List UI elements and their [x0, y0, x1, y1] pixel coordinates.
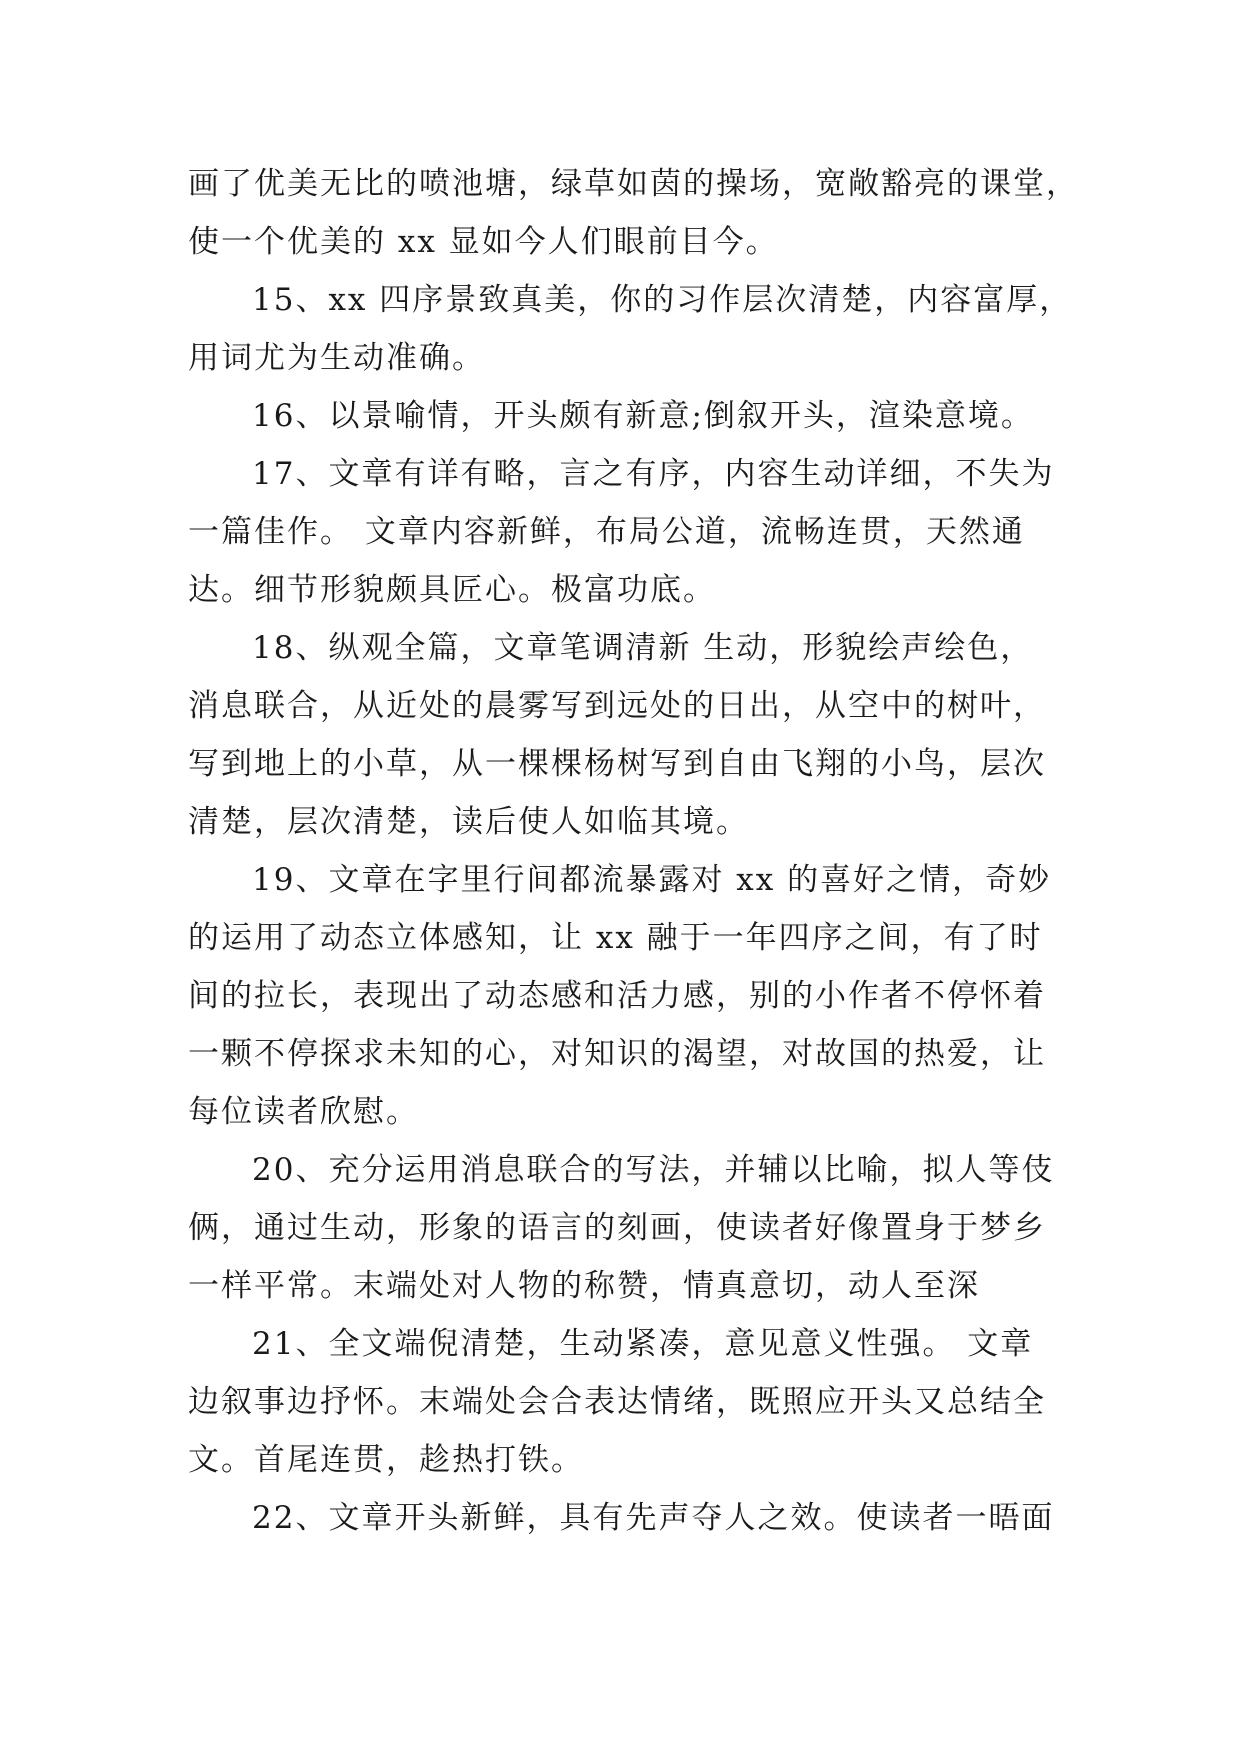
text-line: 16、以景喻情，开头颇有新意;倒叙开头，渲染意境。	[252, 398, 1034, 434]
text-line: 用词尤为生动准确。	[188, 340, 485, 376]
text-line: 俩，通过生动，形象的语言的刻画，使读者好像置身于梦乡	[188, 1210, 1046, 1246]
text-line: 边叙事边抒怀。末端处会合表达情绪，既照应开头又总结全	[188, 1384, 1046, 1420]
text-line: 的运用了动态立体感知，让 xx 融于一年四序之间，有了时	[188, 920, 1043, 956]
text-line: 19、文章在字里行间都流暴露对 xx 的喜好之情，奇妙	[252, 862, 1052, 898]
paragraph	[188, 445, 1068, 619]
text-line: 20、充分运用消息联合的写法，并辅以比喻，拟人等伎	[252, 1152, 1055, 1188]
paragraph	[188, 1141, 1068, 1315]
text-line: 清楚，层次清楚，读后使人如临其境。	[188, 804, 749, 840]
text-line: 间的拉长，表现出了动态感和活力感，别的小作者不停怀着	[188, 978, 1046, 1014]
paragraph	[188, 1489, 1068, 1547]
text-line: 一篇佳作。 文章内容新鲜，布局公道，流畅连贯，天然通	[188, 514, 1025, 550]
document-body	[188, 155, 1079, 1547]
text-line: 使一个优美的 xx 显如今人们眼前目今。	[188, 224, 779, 260]
paragraph	[188, 387, 1068, 445]
text-line: 文。首尾连贯，趁热打铁。	[188, 1442, 584, 1478]
paragraph	[188, 619, 1068, 851]
paragraph	[188, 1315, 1068, 1489]
text-line: 消息联合，从近处的晨雾写到远处的日出，从空中的树叶，	[188, 688, 1046, 724]
paragraph	[188, 851, 1068, 1141]
text-line: 21、全文端倪清楚，生动紧凑，意见意义性强。 文章	[252, 1326, 1034, 1362]
paragraph	[188, 155, 1079, 271]
text-line: 18、纵观全篇，文章笔调清新 生动，形貌绘声绘色，	[252, 630, 1034, 666]
text-line: 一颗不停探求未知的心，对知识的渴望，对故国的热爱，让	[188, 1036, 1046, 1072]
text-line: 15、xx 四序景致真美，你的习作层次清楚，内容富厚，	[252, 282, 1073, 318]
text-line: 达。细节形貌颇具匠心。极富功底。	[188, 572, 716, 608]
text-line: 22、文章开头新鲜，具有先声夺人之效。使读者一晤面	[252, 1500, 1055, 1536]
paragraph	[188, 271, 1073, 387]
text-line: 画了优美无比的喷池塘，绿草如茵的操场，宽敞豁亮的课堂，	[188, 166, 1079, 202]
text-line: 17、文章有详有略，言之有序，内容生动详细，不失为	[252, 456, 1055, 492]
text-line: 一样平常。末端处对人物的称赞，情真意切，动人至深	[188, 1268, 980, 1304]
text-line: 写到地上的小草，从一棵棵杨树写到自由飞翔的小鸟，层次	[188, 746, 1046, 782]
text-line: 每位读者欣慰。	[188, 1094, 419, 1130]
